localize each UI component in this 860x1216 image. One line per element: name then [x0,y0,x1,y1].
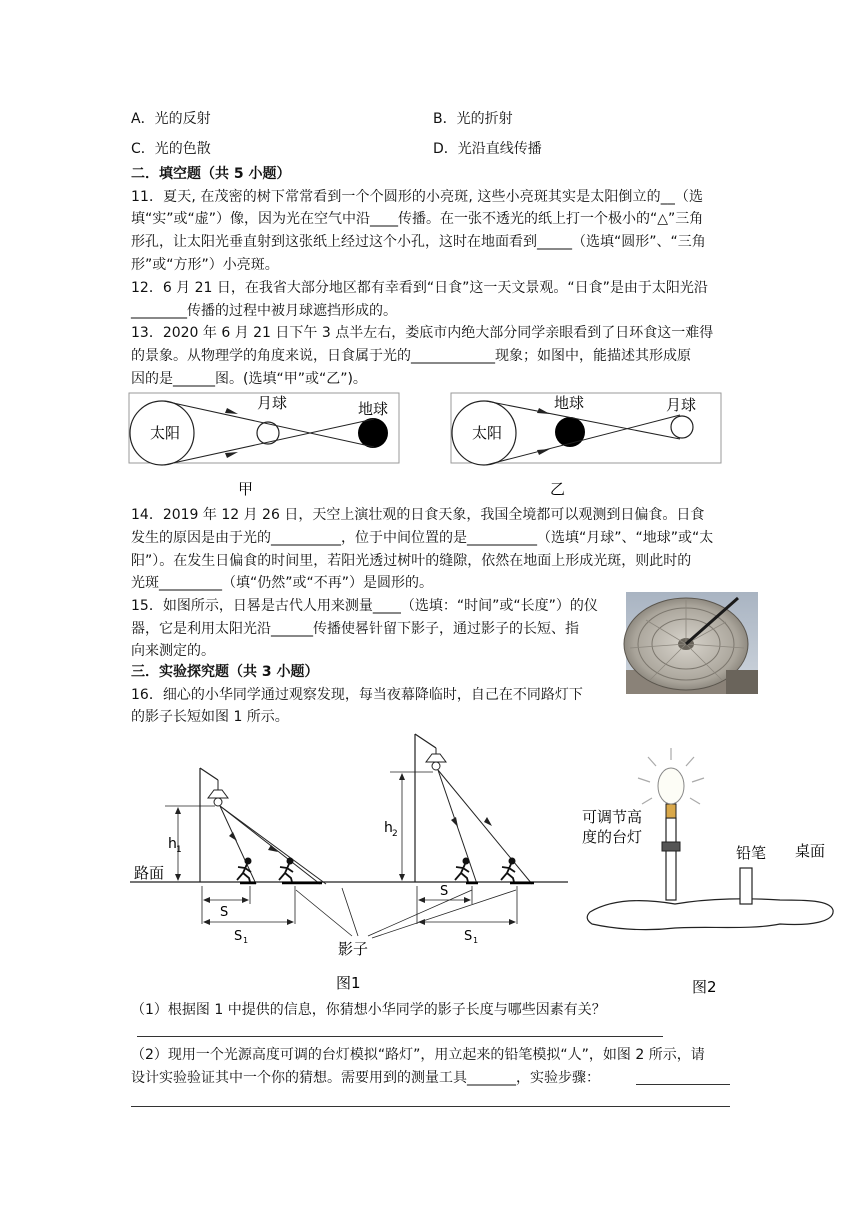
option-d: D．光沿直线传播 [433,141,542,157]
earth-circle [358,418,388,448]
sun-label: 太阳 [150,424,181,442]
q15-line2: 器，它是利用太阳光沿______传播使晷针留下影子，通过影子的长短、指 [131,621,579,637]
section-2-title: 二．填空题（共 5 小题） [131,166,291,182]
moon-circle [671,416,693,438]
q16-line1: 16．细心的小华同学通过观察发现，每当夜幕降临时，自己在不同路灯下 [131,687,583,703]
diagram-caption-jia: 甲 [238,480,254,498]
lamp-label-line2: 度的台灯 [582,828,643,846]
sundial-photo [626,592,758,694]
q16-line2: 的影子长短如图 1 所示。 [131,709,289,725]
eclipse-diagram-yi [450,392,730,502]
q11-line1: 11．夏天, 在茂密的树下常常看到一个个圆形的小亮斑, 这些小亮斑其实是太阳倒立的__（选 [131,189,704,205]
q14-line2: 发生的原因是由于光的__________，位于中间位置的是__________（选填“月球”、“地球”或“太 [131,530,714,546]
q11-line2: 填“实”或“虚”）像，因为光在空气中沿____传播。在一张不透光的纸上打一个极小的“△”三角 [131,211,704,227]
section-3-title: 三．实验探究题（共 3 小题） [131,664,319,680]
q14-line4: 光斑_________（填“仍然”或“不再”）是圆形的。 [131,575,434,591]
option-c: C．光的色散 [131,141,211,157]
h2-sub: 2 [392,829,398,839]
sub1-text: （1）根据图 1 中提供的信息，你猜想小华同学的影子长度与哪些因素有关？ [131,1002,606,1018]
figure-2-caption: 图2 [692,978,717,996]
earth-label: 地球 [554,394,585,412]
earth-label: 地球 [358,400,389,418]
q13-line1: 13．2020 年 6 月 21 日下午 3 点半左右，娄底市内绝大部分同学亲眼看到了日环食这一难得 [131,325,714,341]
q12-line1: 12．6 月 21 日，在我省大部分地区都有幸看到“日食”这一天文景观。“日食”是由于太阳光沿 [131,280,708,296]
q13-line3: 因的是______图。(选填“甲”或“乙”)。 [131,371,367,387]
h1-label: h [168,836,177,852]
desk-label: 桌面 [795,842,826,860]
h1-sub: 1 [176,845,182,855]
answer-line-2[interactable] [636,1084,730,1085]
answer-line-3[interactable] [131,1106,730,1107]
q11-line4: 形”或“方形”）小亮斑。 [131,257,279,273]
sun-label: 太阳 [472,424,503,442]
moon-label: 月球 [666,396,697,414]
bulb [658,768,684,804]
road-label: 路面 [134,864,165,882]
s1-label-1: S [234,929,243,944]
h2-label: h [384,820,393,836]
s1-sub-1: 1 [243,936,249,945]
lamp-clamp [662,842,680,851]
q15-line1: 15．如图所示，日晷是古代人用来测量____（选填：“时间”或“长度”）的仪 [131,598,598,614]
q12-line2: ________传播的过程中被月球遮挡形成的。 [131,303,397,319]
s-label-2: S [440,884,449,899]
moon-label: 月球 [257,394,288,412]
sub2-line2: 设计实验验证其中一个你的猜想。需要用到的测量工具_______，实验步骤： [131,1070,600,1086]
sub2-line1: （2）现用一个光源高度可调的台灯模拟“路灯”，用立起来的铅笔模拟“人”，如图 2 所示，请 [131,1047,705,1063]
earth-circle [555,417,585,447]
desk-shape [587,899,833,930]
s1-label-2: S [464,929,473,944]
s1-sub-2: 1 [473,936,479,945]
answer-line-1[interactable] [137,1036,663,1037]
option-a: A．光的反射 [131,111,211,127]
lamp-pole [666,818,676,900]
option-b: B．光的折射 [433,111,513,127]
figure-1-streetlamp [130,728,575,1000]
eclipse-diagram-jia [128,392,408,502]
q15-line3: 向来测定的。 [131,643,215,659]
q13-line2: 的景象。从物理学的角度来说，日食属于光的____________现象；如图中，能描述其形成原 [131,348,691,364]
figure-1-caption: 图1 [336,974,361,992]
bulb-base [666,804,676,818]
s-label-1: S [220,905,229,920]
q14-line3: 阳”）。在发生日偏食的时间里，若阳光透过树叶的缝隙，依然在地面上形成光斑，则此时的 [131,553,692,569]
q14-line1: 14．2019 年 12 月 26 日，天空上演壮观的日食天象，我国全境都可以观测到日偏食。日食 [131,507,705,523]
shadow-label: 影子 [338,940,369,958]
pencil [740,868,752,904]
pencil-label: 铅笔 [736,844,767,862]
figure-2-desk-lamp [580,740,840,1002]
lamp-label-line1: 可调节高 [582,808,643,826]
diagram-caption-yi: 乙 [550,480,566,498]
q11-line3: 形孔，让太阳光垂直射到这张纸上经过这个小孔，这时在地面看到_____（选填“圆形”、“三角 [131,234,706,250]
